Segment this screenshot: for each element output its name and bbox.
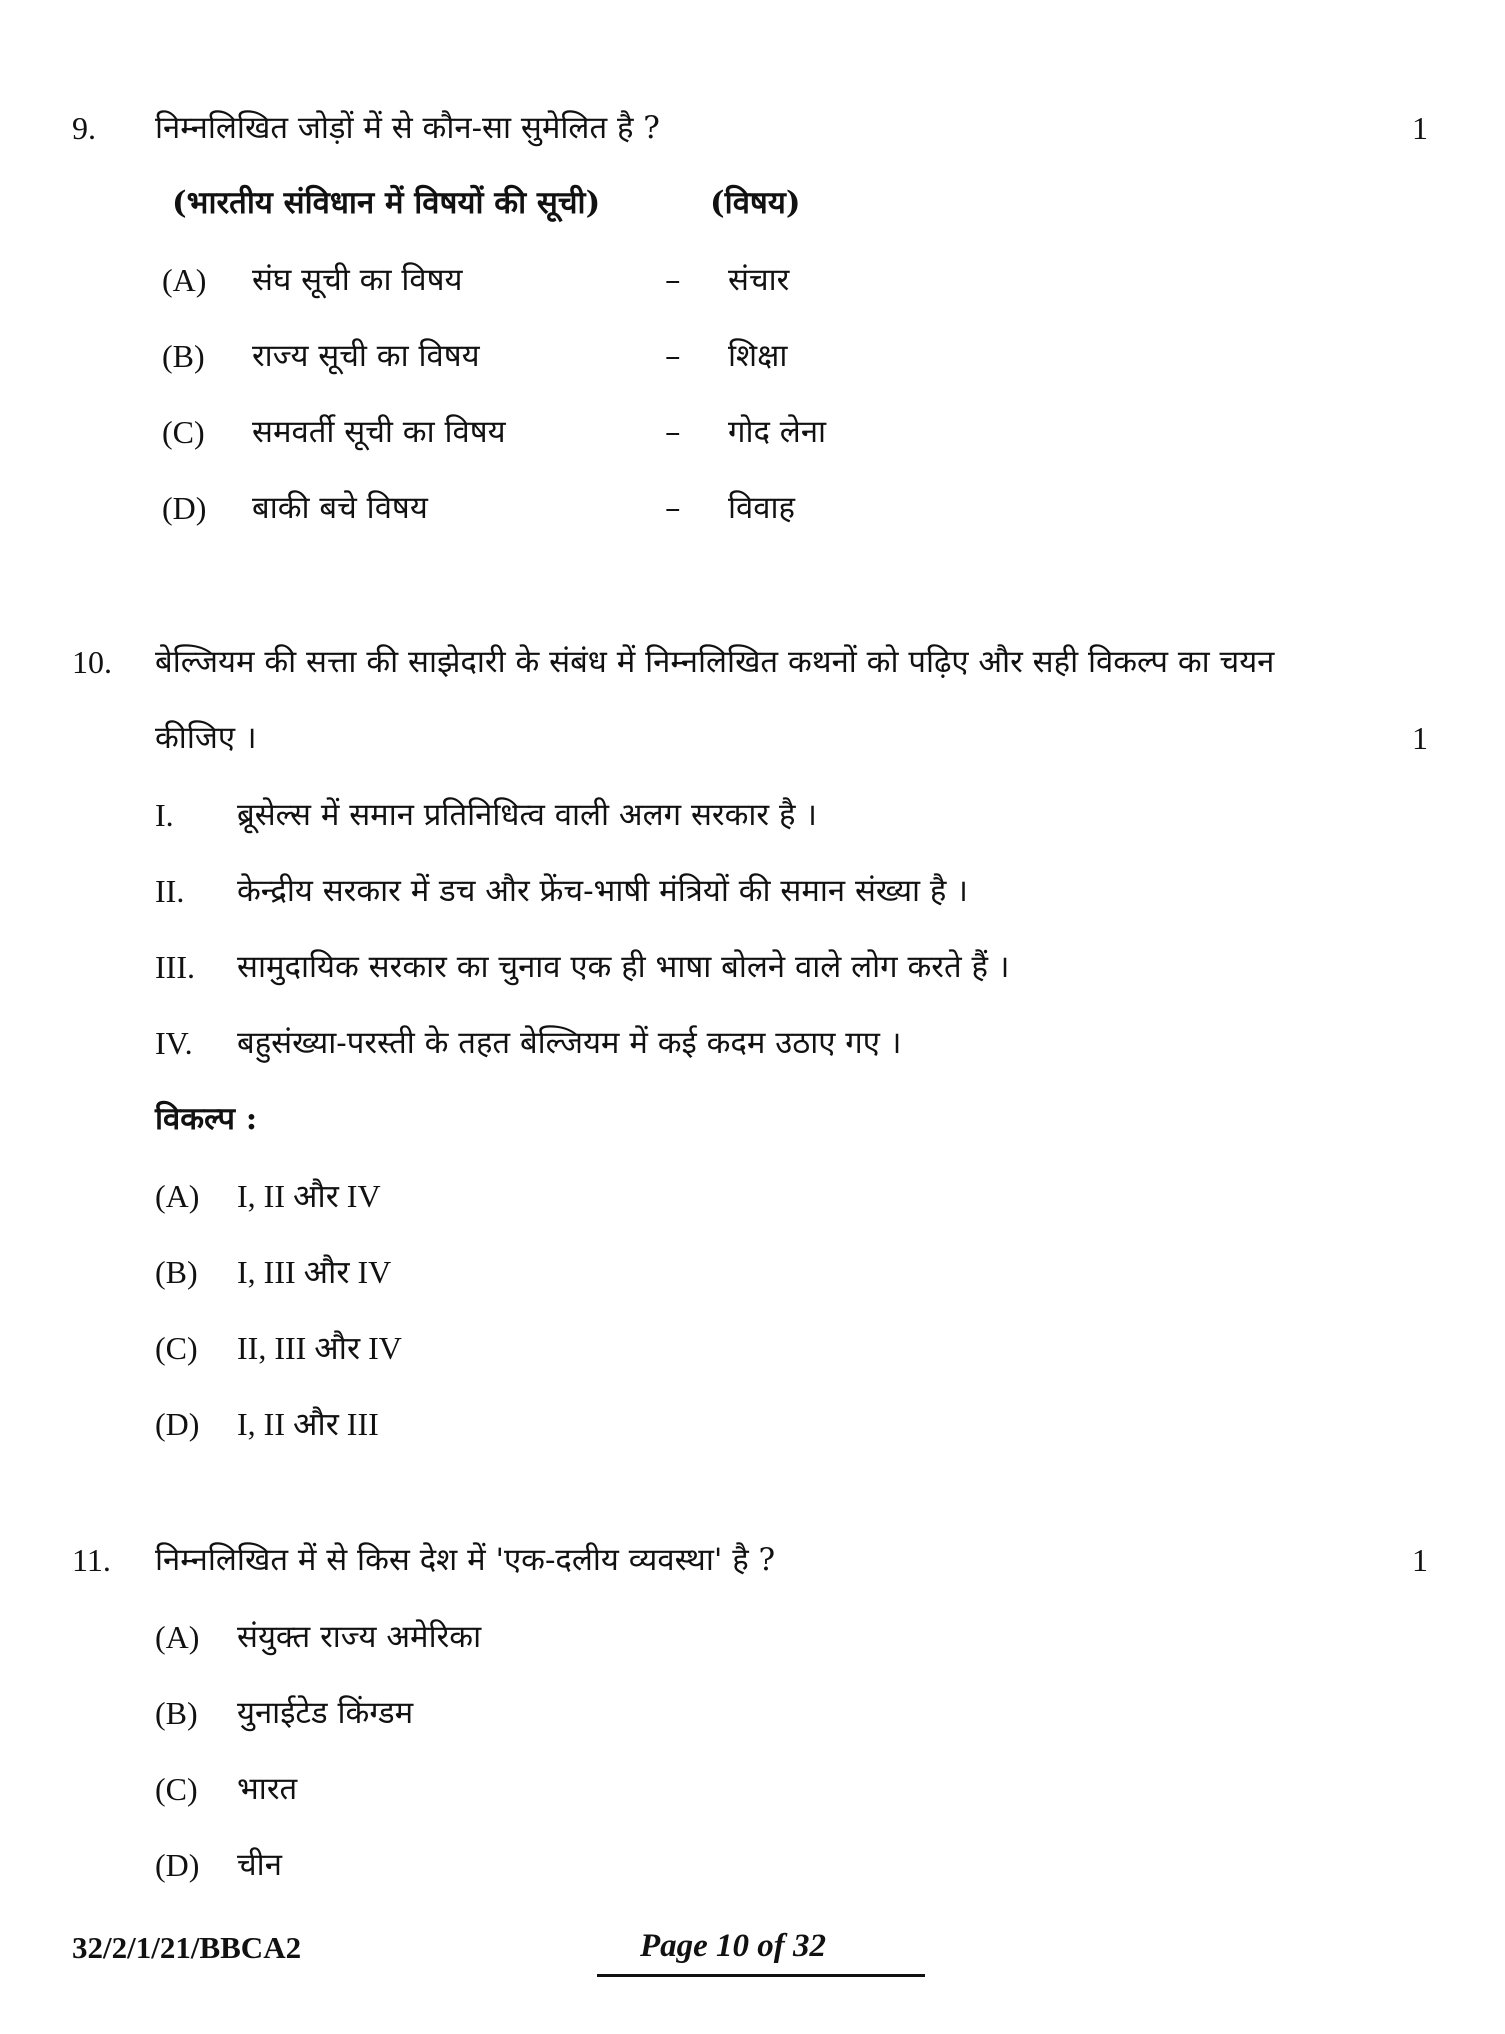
option-text: संयुक्त राज्य अमेरिका [237, 1619, 482, 1655]
q9-number: 9. [72, 110, 96, 146]
option-label: (B) [155, 1695, 198, 1731]
q9-row-subject: शिक्षा [728, 338, 788, 374]
option-text: भारत [237, 1771, 298, 1807]
q9-text: निम्नलिखित जोड़ों में से कौन-सा सुमेलित है ? [155, 110, 660, 146]
option-text: युनाईटेड किंग्डम [237, 1695, 414, 1731]
q9-row-list: राज्य सूची का विषय [252, 338, 480, 374]
q11-text: निम्नलिखित में से किस देश में 'एक-दलीय व्यवस्था' है ? [155, 1542, 776, 1578]
statement-text: सामुदायिक सरकार का चुनाव एक ही भाषा बोलने वाले लोग करते हैं । [237, 949, 1010, 985]
option-label: (D) [155, 1847, 200, 1883]
option-text: II, III और IV [237, 1330, 402, 1366]
q9-column-right-header: (विषय) [710, 185, 801, 221]
page-number-underline [597, 1974, 925, 1977]
q9-row-list: समवर्ती सूची का विषय [252, 414, 506, 450]
statement-text: बहुसंख्या-परस्ती के तहत बेल्जियम में कई कदम उठाए गए । [237, 1025, 902, 1061]
page-number: Page 10 of 32 [640, 1928, 827, 1964]
q9-row-dash: – [665, 338, 681, 374]
q9-row-dash: – [665, 490, 681, 526]
q9-row-list: बाकी बचे विषय [252, 490, 428, 526]
q9-row-subject: गोद लेना [728, 414, 827, 450]
option-label: (C) [155, 1330, 198, 1366]
q11-marks: 1 [1412, 1542, 1428, 1578]
statement-text: ब्रूसेल्स में समान प्रतिनिधित्व वाली अलग सरकार है । [237, 797, 818, 833]
q9-row-dash: – [665, 262, 681, 298]
option-label: (A) [155, 1619, 200, 1655]
q9-row-dash: – [665, 414, 681, 450]
option-text: I, II और IV [237, 1178, 381, 1214]
statement-label: III. [155, 949, 195, 985]
q11-number: 11. [72, 1542, 111, 1578]
q10-number: 10. [72, 644, 112, 680]
paper-code: 32/2/1/21/BBCA2 [72, 1930, 302, 1965]
q9-row-label: (C) [162, 414, 205, 450]
statement-label: IV. [155, 1025, 193, 1061]
q9-row-label: (A) [162, 262, 207, 298]
q9-row-label: (D) [162, 490, 207, 526]
q9-row-label: (B) [162, 338, 205, 374]
statement-text: केन्द्रीय सरकार में डच और फ्रेंच-भाषी मंत्रियों की समान संख्या है । [237, 873, 968, 909]
option-text: I, II और III [237, 1406, 379, 1442]
q10-options-heading: विकल्प : [155, 1101, 258, 1137]
q9-row-list: संघ सूची का विषय [252, 262, 463, 298]
option-text: I, III और IV [237, 1254, 392, 1290]
option-label: (B) [155, 1254, 198, 1290]
option-label: (D) [155, 1406, 200, 1442]
q9-row-subject: संचार [728, 262, 790, 298]
q9-row-subject: विवाह [728, 490, 795, 526]
option-label: (A) [155, 1178, 200, 1214]
option-label: (C) [155, 1771, 198, 1807]
statement-label: I. [155, 797, 174, 833]
option-text: चीन [237, 1847, 282, 1883]
q10-text-line1: बेल्जियम की सत्ता की साझेदारी के संबंध में निम्नलिखित कथनों को पढ़िए और सही विकल्प का चयन [155, 644, 1275, 680]
q10-marks: 1 [1412, 720, 1428, 756]
statement-label: II. [155, 873, 185, 909]
q9-marks: 1 [1412, 110, 1428, 146]
q10-text-line2: कीजिए । [155, 720, 257, 756]
q9-column-left-header: (भारतीय संविधान में विषयों की सूची) [172, 185, 601, 221]
